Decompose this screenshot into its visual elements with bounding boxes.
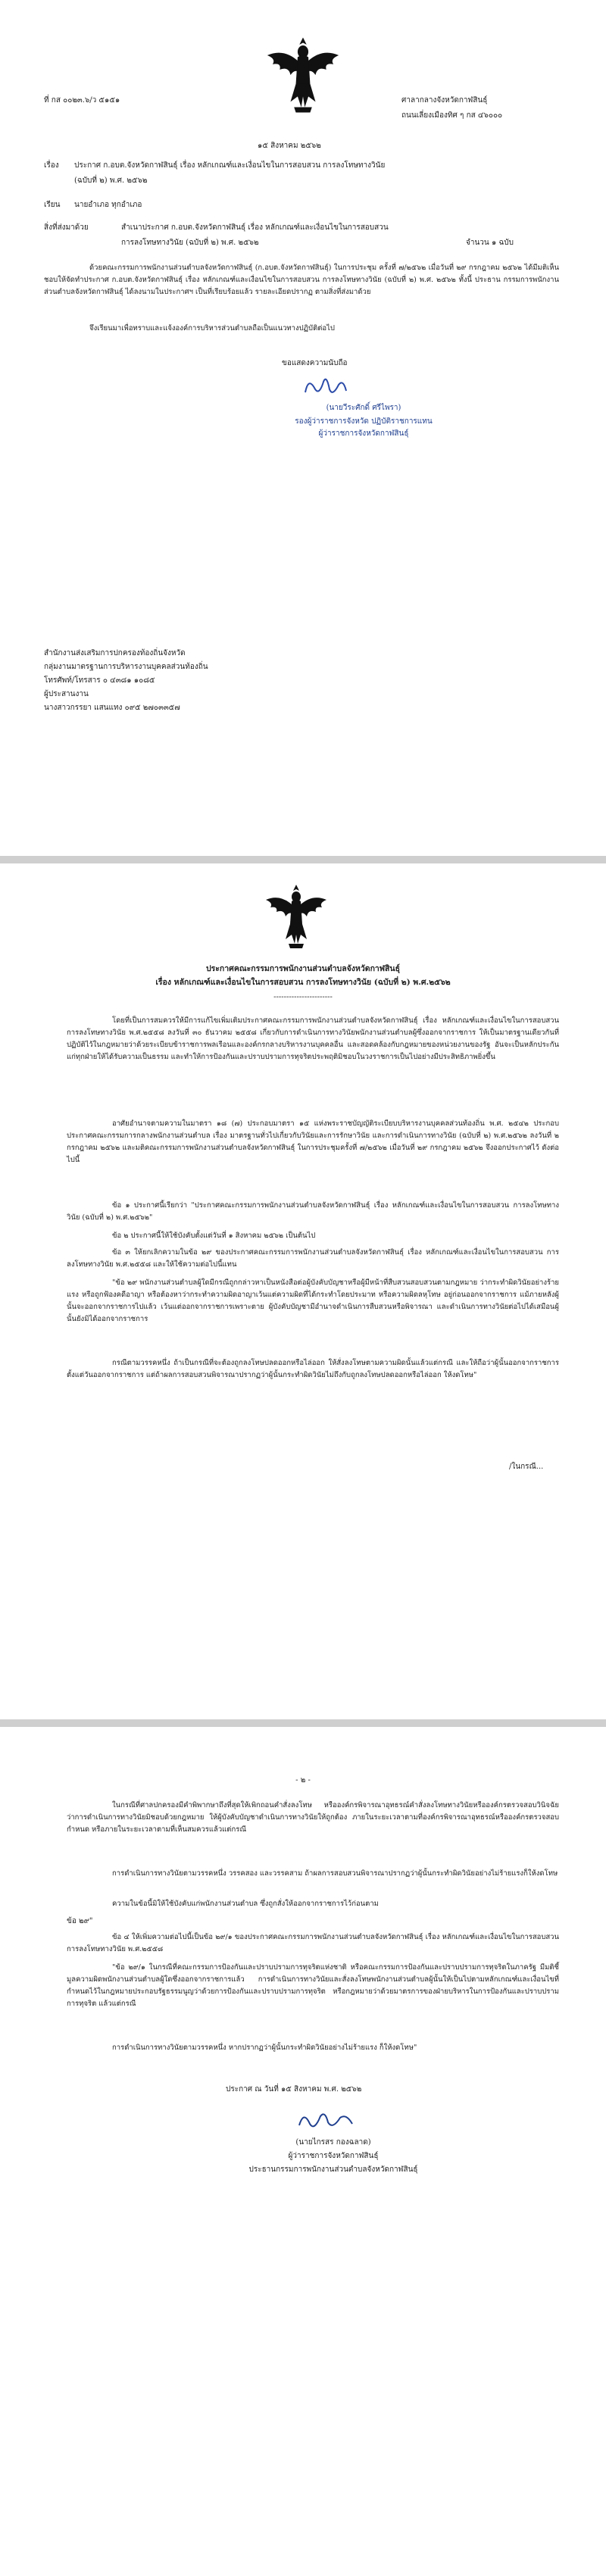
attachment-label: สิ่งที่ส่งมาด้วย [44, 223, 89, 232]
announcement-page-1 [0, 863, 606, 1719]
announcement-page-2 [0, 1727, 606, 2576]
clause-3: ข้อ ๓ ให้ยกเลิกความในข้อ ๒๙ ของประกาศคณะกรรมการพนักงานส่วนตำบลจังหวัดกาฬสินธุ์ เรื่อง หลักเกณฑ์และเงื่อนไขในการสอบสวน การลงโทษทางวินัย พ.ศ.๒๕๕๘ และให้ใช้ความต่อไปนี้แทน [67, 1248, 559, 1269]
letter-page-1 [0, 0, 606, 856]
signer-title-1: รองผู้ว่าราชการจังหวัด ปฏิบัติราชการแทน [295, 417, 433, 426]
title-divider: ----------------------- [273, 993, 333, 1001]
announcement-signer-name: (นายไกรสร กองฉลาด) [295, 2138, 371, 2147]
paragraph-2: การดำเนินการทางวินัยตามวรรคหนึ่ง วรรคสอง และวรรคสาม ถ้าผลการสอบสวนพิจารณาปรากฏว่าผู้นั้นกระทำผิดวินัยอย่างไม่ร้ายแรงก็ให้งดโทษ [112, 1869, 558, 1878]
body-paragraph: ด้วยคณะกรรมการพนักงานส่วนตำบลจังหวัดกาฬสินธุ์ (ก.อบต.จังหวัดกาฬสินธุ์) ในการประชุม ครั้งที่ ๗/๒๕๖๒ เมื่อวันที่ ๒๙ กรกฎาคม ๒๕๖๒ ได้มีมติเห็นชอบให้จัดทำประกาศ ก.อบต.จังหวัดกาฬสินธุ์ เรื่อง หลักเกณฑ์และเงื่อนไขในการสอบสวน การลงโทษทางวินัย (ฉบับที่ ๒) พ.ศ. ๒๕๖๒ ทั้งนี้ ประธาน กรรมการพนักงานส่วนตำบลจังหวัดกาฬสินธุ์ ได้ลงนามในประกาศฯ เป็นที่เรียบร้อยแล้ว รายละเอียดปรากฏ ตามสิ่งที่ส่งมาด้วย [44, 264, 559, 296]
clause-1: ข้อ ๑ ประกาศนี้เรียกว่า "ประกาศคณะกรรมการพนักงานส่วนตำบลจังหวัดกาฬสินธุ์ เรื่อง หลักเกณฑ์และเงื่อนไขในการสอบสวน การลงโทษทางวินัย (ฉบับที่ ๒) พ.ศ.๒๕๖๒" [67, 1201, 559, 1222]
request-paragraph: จึงเรียนมาเพื่อทราบและแจ้งองค์การบริหารส่วนตำบลถือเป็นแนวทางปฏิบัติต่อไป [89, 324, 335, 333]
paragraph-1: ในกรณีที่ศาลปกครองมีคำพิพากษาถึงที่สุดให้เพิกถอนคำสั่งลงโทษ หรือองค์กรพิจารณาอุทธรณ์คำสั่งลงโทษทางวินัยหรือองค์กรตรวจสอบวินิจฉัยว่าการดำเนินการทางวินัยมิชอบด้วยกฎหมาย ให้ผู้บังคับบัญชาดำเนินการทางวินัยให้ถูกต้อง ภายในระยะเวลาตามที่องค์กรพิจารณาอุทธรณ์หรือองค์กรตรวจสอบกำหนด หรือภายในระยะเวลาตามที่เห็นสมควรแล้วแต่กรณี [67, 1801, 559, 1834]
closing-phrase: ขอแสดงความนับถือ [282, 359, 348, 367]
coordinator-label: ผู้ประสานงาน [44, 690, 89, 698]
to-value: นายอำเภอ ทุกอำเภอ [74, 201, 142, 209]
announcement-signer-title-1: ผู้ว่าราชการจังหวัดกาฬสินธุ์ [288, 2152, 379, 2160]
signature-2 [292, 2106, 360, 2136]
sender-name: ศาลากลางจังหวัดกาฬสินธุ์ [401, 96, 488, 105]
to-label: เรียน [44, 201, 61, 209]
office-line-1: สำนักงานส่งเสริมการปกครองท้องถิ่นจังหวัด [44, 649, 186, 657]
clause-4-text-2: การดำเนินการทางวินัยตามวรรคหนึ่ง หากปรากฏว่าผู้นั้นกระทำผิดวินัยอย่างไม่ร้ายแรง ก็ให้งดโทษ" [112, 2044, 417, 2052]
letter-date: ๑๕ สิงหาคม ๒๕๖๒ [258, 142, 321, 150]
office-line-2: กลุ่มงานมาตรฐานการบริหารงานบุคคลส่วนท้องถิ่น [44, 663, 208, 671]
attachment-line-2: การลงโทษทางวินัย (ฉบับที่ ๒) พ.ศ. ๒๕๖๒ [121, 239, 259, 247]
coordinator-name: นางสาวกรรยา แสนแทง ๐๙๕ ๒๗๐๓๓๕๗ [44, 704, 180, 712]
page-separator [0, 856, 606, 863]
subject-line-2: (ฉบับที่ ๒) พ.ศ. ๒๕๖๒ [74, 176, 148, 185]
page-continuation-mark: /ในกรณี... [509, 1463, 544, 1471]
clause-reference: ข้อ ๒๙" [67, 1917, 93, 1925]
signer-name: (นายวีระศักดิ์ ศรีไพรา) [326, 404, 401, 412]
garuda-emblem-icon [258, 879, 334, 954]
announcement-subtitle: เรื่อง หลักเกณฑ์และเงื่อนไขในการสอบสวน การลงโทษทางวินัย (ฉบับที่ ๒) พ.ศ.๒๕๖๒ [155, 978, 451, 987]
sender-address: ถนนเลี่ยงเมืองทิศ ๆ กส ๔๖๐๐๐ [401, 111, 503, 120]
announcement-title: ประกาศคณะกรรมการพนักงานส่วนตำบลจังหวัดกาฬสินธุ์ [205, 964, 400, 973]
office-phone: โทรศัพท์/โทรสาร ๐ ๔๓๘๑ ๑๐๘๕ [44, 676, 155, 685]
announcement-signer-title-2: ประธานกรรมการพนักงานส่วนตำบลจังหวัดกาฬสินธุ์ [248, 2165, 418, 2174]
clause-4: ข้อ ๔ ให้เพิ่มความต่อไปนี้เป็นข้อ ๒๙/๑ ของประกาศคณะกรรมการพนักงานส่วนตำบลจังหวัดกาฬสินธุ์ เรื่อง หลักเกณฑ์และเงื่อนไขในการสอบสวน การลงโทษทางวินัย พ.ศ.๒๕๕๘ [67, 1933, 559, 1953]
attachment-count: จำนวน ๑ ฉบับ [466, 239, 514, 247]
clause-3-text-2: กรณีตามวรรคหนึ่ง ถ้าเป็นกรณีที่จะต้องถูกลงโทษปลดออกหรือไล่ออก ให้สั่งลงโทษตามความผิดนั้นแล้วแต่กรณี และให้ถือว่าผู้นั้นออกจากราชการตั้งแต่วันออกจากราชการ แต่ถ้าผลการสอบสวนพิจารณาปรากฏว่าผู้นั้นกระทำผิดวินัยไม่ถึงกับถูกลงโทษปลดออกหรือไล่ออก ให้งดโทษ" [67, 1359, 559, 1379]
basis-paragraph: อาศัยอำนาจตามความในมาตรา ๑๘ (๗) ประกอบมาตรา ๑๕ แห่งพระราชบัญญัติระเบียบบริหารงานบุคคลส่วนท้องถิ่น พ.ศ. ๒๕๔๒ ประกอบประกาศคณะกรรมการกลางพนักงานส่วนตำบล เรื่อง มาตรฐานทั่วไปเกี่ยวกับวินัยและการรักษาวินัย และการดำเนินการทางวินัย (ฉบับที่ ๒) พ.ศ.๒๕๖๒ ลงวันที่ ๒ กรกฎาคม ๒๕๖๒ และมติคณะกรรมการพนักงานส่วนตำบลจังหวัดกาฬสินธุ์ ในการประชุมครั้งที่ ๗/๒๕๖๒ เมื่อวันที่ ๒๙ กรกฎาคม ๒๕๖๒ จึงออกประกาศไว้ ดังต่อไปนี้ [67, 1119, 559, 1164]
announcement-date: ประกาศ ณ วันที่ ๑๕ สิงหาคม พ.ศ. ๒๕๖๒ [226, 2085, 362, 2094]
subject-line-1: ประกาศ ก.อบต.จังหวัดกาฬสินธุ์ เรื่อง หลักเกณฑ์และเงื่อนไขในการสอบสวน การลงโทษทางวินัย [74, 161, 386, 170]
clause-4-text: "ข้อ ๒๙/๑ ในกรณีที่คณะกรรมการป้องกันและปราบปรามการทุจริตแห่งชาติ หรือคณะกรรมการป้องกันและปราบปรามการทุจริตในภาครัฐ มีมติชี้มูลความผิดพนักงานส่วนตำบลผู้ใดซึ่งออกจากราชการแล้ว การดำเนินการทางวินัยและสั่งลงโทษพนักงานส่วนตำบลผู้นั้นให้เป็นไปตามหลักเกณฑ์และเงื่อนไขที่กำหนดไว้ในกฎหมายประกอบรัฐธรรมนูญว่าด้วยการป้องกันและปราบปรามการทุจริต หรือกฎหมายว่าด้วยมาตรการของฝ่ายบริหารในการป้องกันและปราบปรามการทุจริต แล้วแต่กรณี [67, 1963, 559, 2008]
clause-3-text: "ข้อ ๒๙ พนักงานส่วนตำบลผู้ใดมีกรณีถูกกล่าวหาเป็นหนังสือต่อผู้บังคับบัญชาหรือผู้มีหน้าที่สืบสวนสอบสวนตามกฎหมาย ว่ากระทำผิดวินัยอย่างร้ายแรง หรือถูกฟ้องคดีอาญา หรือต้องหาว่ากระทำความผิดอาญาเว้นแต่ความผิดที่ได้กระทำโดยประมาท หรือความผิดลหุโทษ อยู่ก่อนออกจากราชการ แม้ภายหลังผู้นั้นจะออกจากราชการไปแล้ว เว้นแต่ออกจากราชการเพราะตาย ผู้บังคับบัญชามีอำนาจดำเนินการสืบสวนหรือพิจารณา และดำเนินการทางวินัยต่อไปได้เสมือนผู้นั้นยังมิได้ออกจากราชการ [67, 1279, 559, 1323]
garuda-emblem-icon [258, 30, 348, 120]
attachment-line-1: สำเนาประกาศ ก.อบต.จังหวัดกาฬสินธุ์ เรื่อง หลักเกณฑ์และเงื่อนไขในการสอบสวน [121, 223, 389, 232]
clause-2: ข้อ ๒ ประกาศนี้ให้ใช้บังคับตั้งแต่วันที่ ๑ สิงหาคม ๒๕๖๒ เป็นต้นไป [112, 1232, 316, 1240]
signer-title-2: ผู้ว่าราชการจังหวัดกาฬสินธุ์ [318, 429, 409, 438]
intro-paragraph: โดยที่เป็นการสมควรให้มีการแก้ไขเพิ่มเติมประกาศคณะกรรมการพนักงานส่วนตำบลจังหวัดกาฬสินธุ์ เรื่อง หลักเกณฑ์และเงื่อนไขในการสอบสวน การลงโทษทางวินัย พ.ศ.๒๕๕๘ ลงวันที่ ๓๐ ธันวาคม ๒๕๕๘ เกี่ยวกับการดำเนินการทางวินัยพนักงานส่วนตำบลผู้ซึ่งออกจากราชการ ให้เป็นมาตรฐานเดียวกันที่ปฏิบัติไว้ในกฎหมายว่าด้วยระเบียบข้าราชการพลเรือนและองค์กรกลางบริหารงานบุคคลอื่น และสอดคล้องกับกฎหมายของหน่วยงานของรัฐ อันจะเป็นหลักประกันแก่ทุกฝ่ายให้ได้รับความเป็นธรรม และทำให้การป้องกันและปราบปรามการทุจริตประพฤติมิชอบในวงราชการเป็นไปอย่างมีประสิทธิภาพยิ่งขึ้น [67, 1016, 559, 1061]
signature-1 [299, 371, 352, 401]
page-number: - ๒ - [295, 1776, 311, 1784]
page-separator [0, 1719, 606, 1727]
paragraph-3: ความในข้อนี้มิให้ใช้บังคับแก่พนักงานส่วนตำบล ซึ่งถูกสั่งให้ออกจากราชการไว้ก่อนตาม [112, 1900, 379, 1908]
subject-label: เรื่อง [44, 161, 59, 170]
reference-number: ที่ กส ๐๐๒๓.๖/ว ๕๑๕๑ [44, 96, 120, 105]
